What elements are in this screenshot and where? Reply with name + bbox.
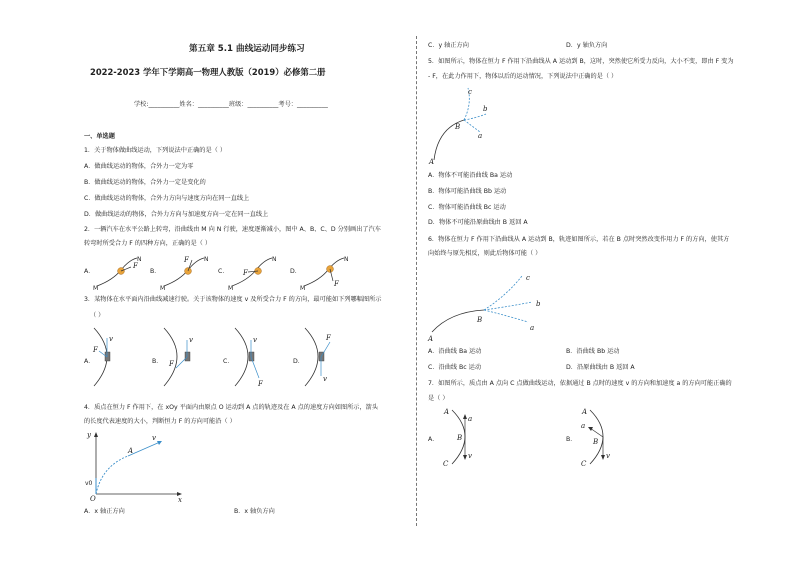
q7-figure-a [440, 406, 484, 468]
q5-c-curve-label: c [468, 88, 472, 96]
q7b-c-point-label: C [581, 460, 587, 468]
q4-option-a: A．x 轴正方向 [84, 508, 125, 515]
q2d-m-label: M [300, 285, 306, 292]
q5-b-point-label: B [455, 123, 461, 131]
q6-b-curve-label: b [536, 300, 541, 308]
q2-option-b: B． [150, 268, 161, 275]
q3-figure-a [92, 326, 132, 388]
page-title: 第五章 5.1 曲线运动同步练习 [189, 44, 305, 54]
q7-stem-line1: 7．如图所示，质点由 A 点向 C 点做曲线运动，依据通过 B 点时的速度 v 的方向和加速度 a 的方向可能正确的 [428, 380, 732, 387]
q3-stem-line2: （ ） [90, 312, 105, 319]
q4-option-b: B．x 轴负方向 [234, 508, 275, 515]
q2b-n-label: N [204, 256, 209, 263]
q6-option-a: A．沿曲线 Ba 运动 [428, 348, 482, 355]
q7-stem-line2: 是（ ） [428, 395, 449, 402]
q3-figure-c [233, 326, 273, 388]
q4-v-label: v [152, 434, 156, 442]
q3b-f-label: F [169, 360, 174, 368]
q4-option-c: C．y 轴正方向 [428, 42, 469, 49]
q3-option-b: B． [152, 358, 163, 365]
q3-stem-line1: 3．某物体在水平面内沿曲线减速行驶。关于该物体的速度 v 及所受合力 F 的方向，最可能如下列哪幅图所示 [84, 296, 382, 303]
q7a-a-point-label: A [444, 408, 450, 416]
q7b-v-label: v [606, 452, 610, 460]
q5-option-c: C．物体可能沿曲线 Bc 运动 [428, 204, 506, 211]
q4-y-label: y [87, 431, 91, 439]
q4-v0-label: v0 [85, 480, 93, 487]
q5-a-curve-label: a [478, 132, 483, 140]
q7a-c-point-label: C [443, 460, 449, 468]
q2-stem-line2: 转弯时所受合力 F 的四种方向，正确的是（ ） [84, 240, 212, 247]
q6-a-point-label: A [428, 335, 434, 343]
q3d-f-label: F [326, 334, 331, 342]
q6-option-b: B．沿曲线 Bb 运动 [566, 348, 620, 355]
q7b-b-point-label: B [593, 438, 599, 446]
q5-a-point-label: A [429, 158, 435, 166]
q2c-f-label: F [243, 269, 248, 277]
q1-option-d: D．做曲线运动的物体，合外力方向与加速度方向一定在同一直线上 [84, 211, 269, 218]
q2-option-c: C． [218, 268, 229, 275]
q6-b-point-label: B [477, 316, 483, 324]
q4-stem-line2: 的长度代表速度的大小，判断恒力 F 的方向可能沿（ ） [84, 418, 236, 425]
q2-figure-d [300, 256, 350, 290]
q7a-v-label: v [468, 452, 472, 460]
q5-figure [428, 86, 498, 166]
q3-option-d: D． [293, 358, 304, 365]
q6-c-curve-label: c [526, 274, 530, 282]
q2a-f-label: F [133, 262, 138, 270]
q2c-n-label: N [272, 256, 277, 263]
q2d-n-label: N [344, 256, 349, 263]
q3-option-a: A． [84, 358, 95, 365]
q3d-v-label: v [323, 375, 327, 383]
q5-b-curve-label: b [483, 105, 488, 113]
q7-option-a: A． [428, 436, 439, 443]
q1-stem: 1．关于物体做曲线运动，下列说法中正确的是（ ） [84, 147, 227, 154]
q2d-f-label: F [334, 280, 339, 288]
q3c-f-label: F [258, 380, 263, 388]
q2b-m-label: M [160, 285, 166, 292]
q4-stem-line1: 4．质点在恒力 F 作用下，在 xOy 平面内由原点 O 运动到 A 点的轨迹及在 A 点的速度方向如图所示，箭头 [84, 404, 379, 411]
q1-option-c: C．做曲线运动的物体，合外力方向与速度方向在同一直线上 [84, 195, 250, 202]
q7b-accel-label: a [581, 422, 586, 430]
q1-option-b: B．做曲线运动的物体，合外力一定是变化的 [84, 179, 206, 186]
q2b-f-label: F [184, 256, 189, 264]
q5-stem-line2: - F，在此力作用下，物体以后的运动情况，下列说法中正确的是（ ） [428, 73, 618, 80]
q2-figure-a [93, 256, 143, 290]
q3a-v-label: v [109, 335, 113, 343]
q2-figure-c [228, 256, 278, 290]
q3-figure-b [162, 326, 202, 388]
q2-option-a: A． [84, 268, 95, 275]
q2c-m-label: M [228, 285, 234, 292]
q7b-a-point-label: A [582, 408, 588, 416]
q6-figure [426, 260, 551, 342]
q3a-f-label: F [93, 346, 98, 354]
q6-stem-line1: 6．物体在恒力 F 作用下沿曲线从 A 运动到 B，轨迹如图所示，若在 B 点时突然改变作用力 F 的方向，使其方 [428, 236, 730, 243]
page-subtitle: 2022-2023 学年下学期高一物理人教版（2019）必修第二册 [90, 67, 326, 77]
q6-stem-line2: 向始终与原先相反，则此后物体可能（ ） [428, 250, 542, 257]
q5-option-a: A．物体不可能沿曲线 Ba 运动 [428, 172, 513, 179]
q4-figure [84, 430, 184, 502]
column-divider [416, 36, 417, 526]
q7a-b-point-label: B [457, 434, 463, 442]
q2-figure-b [160, 256, 210, 290]
section-heading: 一、单选题 [84, 133, 115, 140]
q6-a-curve-label: a [530, 324, 535, 332]
q1-option-a: A．做曲线运动的物体，合外力一定为零 [84, 163, 194, 170]
q5-option-d: D．物体不可能沿原曲线由 B 返回 A [428, 219, 528, 226]
q4-x-label: x [178, 496, 182, 504]
q3-option-c: C． [223, 358, 234, 365]
q3c-v-label: v [253, 336, 257, 344]
q2-stem-line1: 2．一辆汽车在水平公路上转弯，沿曲线由 M 向 N 行驶，速度逐渐减小，图中 A、B、C、D 分别画出了汽车 [84, 226, 381, 233]
q2a-m-label: M [93, 285, 99, 292]
q6-option-c: C．沿曲线 Bc 运动 [428, 364, 482, 371]
q2-option-d: D． [290, 268, 301, 275]
q7-option-b: B． [566, 436, 577, 443]
q6-option-d: D．沿原曲线由 B 返回 A [566, 364, 635, 371]
q4-a-label: A [128, 447, 134, 455]
q5-stem-line1: 5．如图所示，物体在恒力 F 作用下沿曲线从 A 运动到 B，这时，突然使它所受力反向，大小不变，即由 F 变为 [428, 58, 734, 65]
q2a-n-label: N [137, 256, 142, 263]
q4-o-label: O [90, 495, 96, 503]
q7-figure-b [578, 406, 622, 468]
student-info-fields: 学校:__________姓名：__________班级：__________考号：__________ [134, 101, 328, 108]
q7a-accel-label: a [468, 415, 473, 423]
q3-figure-d [303, 326, 343, 388]
q5-option-b: B．物体可能沿曲线 Bb 运动 [428, 188, 507, 195]
q4-option-d: D．y 轴负方向 [566, 42, 608, 49]
q3b-v-label: v [189, 336, 193, 344]
